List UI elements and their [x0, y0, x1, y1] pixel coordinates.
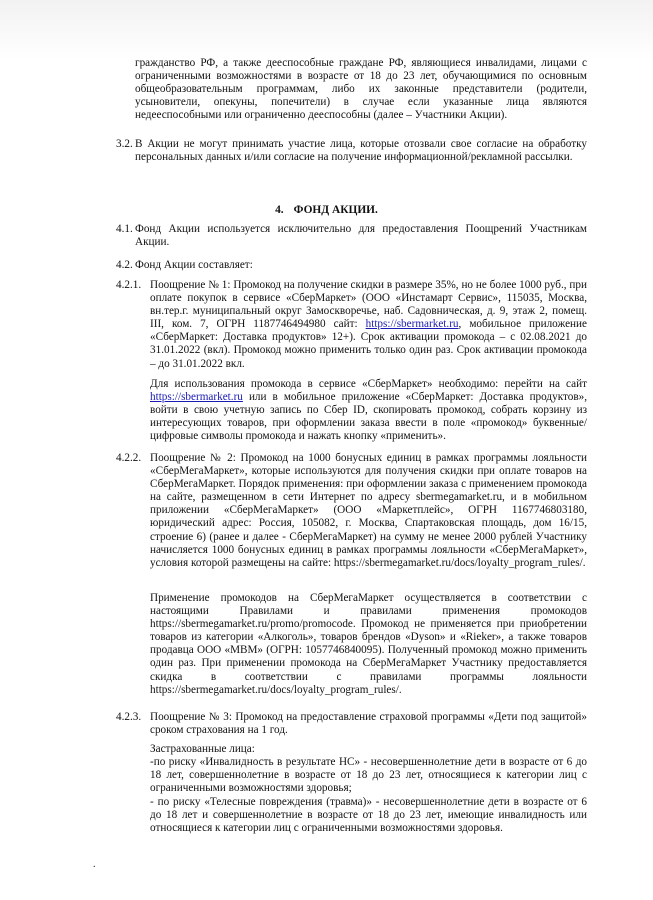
section-title: ФОНД АКЦИИ. — [293, 204, 378, 216]
insured-persons-label: Застрахованные лица: — [150, 743, 255, 755]
clause-number: 4.2.3. — [116, 711, 142, 723]
risk-disability-item: -по риску «Инвалидность в результате НС» - несовершеннолетние дети в возрасте от 6 до 18 лет, совершеннолетние в возрасте от 18 до 23 лет, относящиеся к категории лиц с ограниченными возможностями здоровья; — [150, 756, 587, 795]
scan-shadow — [0, 0, 653, 60]
reward-1-text: Поощрение № 1: Промокод на получение скидки в размере 35%, но не более 1000 руб., при оплате покупок в сервисе «СберМаркет» (ООО «Инстамарт Сервис», 115035, Москва, вн.тер.г. муниципальный округ Замоскворечье, наб. Садовническая, д. 9, этаж 2, помещ. III, ком. 7, ОГРН 1187746494980 сайт: — [150, 279, 587, 331]
clause-number: 4.2. — [116, 259, 133, 271]
reward-1-usage-paragraph — [150, 378, 587, 443]
sbermarket-link[interactable]: https://sbermarket.ru — [365, 318, 459, 331]
reward-3-paragraph: Поощрение № 3: Промокод на предоставление страховой программы «Дети под защитой» сроком страхования на 1 год. — [150, 711, 587, 737]
section-number: 4. — [275, 204, 284, 216]
clause-4-1-text: Фонд Акции используется исключительно для предоставления Поощрений Участникам Акции. — [135, 223, 587, 249]
reward-1-usage-text-cont: или в мобильное приложение «СберМаркет: Доставка продуктов», войти в свою учетную запись по Сбер ID, скопировать промокод, собрать корзину из интересующих товаров, при оформлении заказа ввести в поле «промокод» буквенные/цифровые символы промокода и нажать кнопку «применить». — [150, 391, 587, 443]
clause-number: 4.2.1. — [116, 279, 142, 291]
reward-1-paragraph — [150, 279, 587, 371]
sbermarket-link-2[interactable]: https://sbermarket.ru — [150, 391, 243, 404]
reward-1-text-cont: , мобильное приложение «СберМаркет: Доставка продуктов» 12+). Срок активации промокода – с 02.08.2021 до 31.01.2022 (вкл). Промокод можно применить только один раз. Срок активации промокода – до 31.01.2022 вкл. — [150, 318, 587, 370]
clause-number: 3.2. — [116, 138, 133, 150]
intro-paragraph: гражданство РФ, а также дееспособные граждане РФ, являющиеся инвалидами, лицами с ограниченными возможностями в возрасте от 18 до 23 лет, обучающимися по основным общеобразовательным программам, либо их законные представители (родители, усыновители, опекуны, попечители) в случае если указанные лица являются недееспособными или ограниченно дееспособны (далее – Участники Акции). — [135, 57, 587, 122]
footer-mark: . — [93, 859, 96, 870]
clause-number: 4.1. — [116, 223, 133, 235]
reward-1-usage-text: Для использования промокода в сервисе «СберМаркет» необходимо: перейти на сайт — [150, 378, 587, 390]
section-heading — [0, 204, 653, 217]
risk-injury-item: - по риску «Телесные повреждения (травма)» - несовершеннолетние дети в возрасте от 6 до 18 лет и совершеннолетние в возрасте от 18 до 23 лет, имеющие инвалидность или относящиеся к категории лиц с ограниченными возможностями здоровья. — [150, 796, 587, 835]
reward-2-usage-paragraph: Применение промокодов на СберМегаМаркет осуществляется в соответствии с настоящими Правилами и правилами применения промокодов https://sbermegamarket.ru/promo/promocode. Промокод не применяется при приобретении товаров из категории «Алкоголь», товаров брендов «Dyson» и «Rieker», а также товаров продавца ООО «МВМ» (ОГРН: 1057746840095). Полученный промокод можно применить один раз. При применении промокода на СберМегаМаркет Участнику предоставляется скидка в соответствии с правилами программы лояльности https://sbermegamarket.ru/docs/loyalty_program_rules/. — [150, 592, 587, 696]
reward-2-paragraph: Поощрение № 2: Промокод на 1000 бонусных единиц в рамках программы лояльности «СберМегаМаркет», которые используются для получения скидки при оплате товаров на СберМегаМаркет. Порядок применения: при оформлении заказа с применением промокода на сайте, размещенном в сети Интернет по адресу sbermegamarket.ru, и в мобильном приложении «СберМегаМаркет» (ООО «Маркетплейс», ОГРН 1167746803180, юридический адрес: Россия, 105082, г. Москва, Спартаковская площадь, дом 16/15, строение 6) (ранее и далее - СберМегаМаркет) на сумму не менее 2000 рублей Участнику начисляется 1000 бонусных единиц в рамках программы лояльности «СберМегаМаркет», условия которой размещены на сайте: https://sbermegamarket.ru/docs/loyalty_program_rules/. — [150, 452, 587, 569]
clause-3-2-text: В Акции не могут принимать участие лица, которые отозвали свое согласие на обработку персональных данных и/или согласие на получение информационной/рекламной рассылки. — [135, 138, 587, 164]
clause-4-2-text: Фонд Акции составляет: — [135, 259, 253, 271]
clause-number: 4.2.2. — [116, 452, 142, 464]
